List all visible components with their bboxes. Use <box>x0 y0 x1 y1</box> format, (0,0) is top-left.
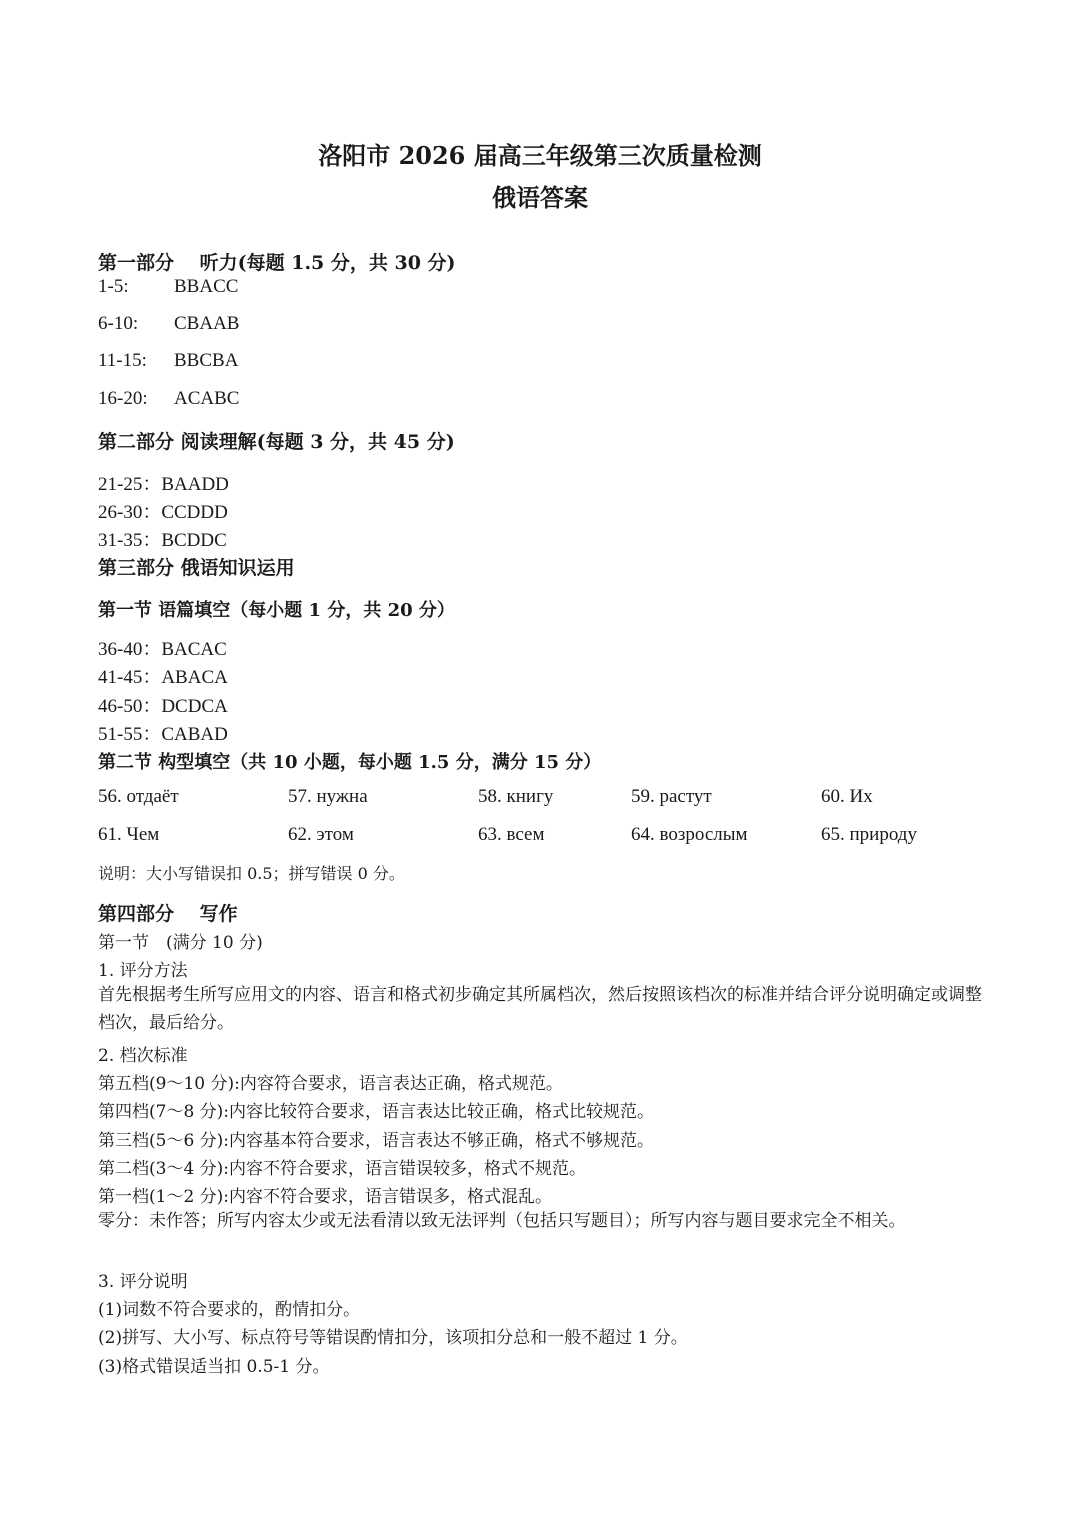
part4-section1: 第一节 (满分 10 分) <box>98 933 263 953</box>
answer-row: 41-45：ABACA <box>98 667 228 688</box>
answer-row: 51-55：CABAD <box>98 724 228 745</box>
answer-row: 21-25：BAADD <box>98 474 229 495</box>
level-item: 第三档(5～6 分):内容基本符合要求，语言表达不够正确，格式不够规范。 <box>98 1131 655 1151</box>
answer-row: 26-30：CCDDD <box>98 502 228 523</box>
part3-heading: 第三部分 俄语知识运用 <box>98 557 295 579</box>
zero-score-text: 零分：未作答；所写内容太少或无法看清以致无法评判（包括只写题目）；所写内容与题目要求完全不相关。 <box>98 1211 906 1231</box>
level-item: 第二档(3～4 分):内容不符合要求，语言错误较多，格式不规范。 <box>98 1159 587 1179</box>
part2-heading: 第二部分 阅读理解(每题 3 分，共 45 分) <box>98 431 455 453</box>
answer-row: 36-40：BACAC <box>98 639 227 660</box>
answer-row: 16-20: ACABC <box>98 388 240 409</box>
fill-answer: 60. Их <box>821 786 873 807</box>
answer-row: 6-10: CBAAB <box>98 313 240 334</box>
fill-answer: 58. книгу <box>478 786 554 807</box>
grading-note: 说明：大小写错误扣 0.5；拼写错误 0 分。 <box>98 864 405 883</box>
fill-answer: 57. нужна <box>288 786 368 807</box>
method-text: 首先根据考生所写应用文的内容、语言和格式初步确定其所属档次，然后按照该档次的标准并结合评分说明确定或调整档次，最后给分。 <box>98 985 982 1033</box>
note-item: (2)拼写、大小写、标点符号等错误酌情扣分，该项扣分总和一般不超过 1 分。 <box>98 1328 688 1348</box>
answer-row: 46-50：DCDCA <box>98 696 228 717</box>
level-title: 2. 档次标准 <box>98 1046 188 1066</box>
level-item: 第五档(9～10 分):内容符合要求，语言表达正确，格式规范。 <box>98 1074 563 1094</box>
method-title: 1. 评分方法 <box>98 961 188 981</box>
answer-row: 31-35：BCDDC <box>98 530 227 551</box>
note-item: (3)格式错误适当扣 0.5-1 分。 <box>98 1357 330 1377</box>
fill-answer: 61. Чем <box>98 824 160 845</box>
fill-answer: 59. растут <box>631 786 712 807</box>
level-item: 第一档(1～2 分):内容不符合要求，语言错误多，格式混乱。 <box>98 1187 553 1207</box>
answer-row: 1-5: BBACC <box>98 276 239 297</box>
answer-row: 11-15: BBCBA <box>98 350 239 371</box>
level-item: 第四档(7～8 分):内容比较符合要求，语言表达比较正确，格式比较规范。 <box>98 1102 655 1122</box>
page-subtitle: 俄语答案 <box>492 183 588 212</box>
page-title: 洛阳市 2026 届高三年级第三次质量检测 <box>318 141 762 170</box>
part4-heading: 第四部分 写作 <box>98 903 238 925</box>
note-item: (1)词数不符合要求的，酌情扣分。 <box>98 1300 361 1320</box>
part3-section2-heading: 第二节 构型填空（共 10 小题，每小题 1.5 分，满分 15 分） <box>98 752 602 773</box>
notes-title: 3. 评分说明 <box>98 1272 188 1292</box>
fill-answer: 63. всем <box>478 824 545 845</box>
part1-heading: 第一部分 听力(每题 1.5 分，共 30 分) <box>98 252 456 274</box>
fill-answer: 62. этом <box>288 824 354 845</box>
fill-answer: 64. возрослым <box>631 824 748 845</box>
part3-section1-heading: 第一节 语篇填空（每小题 1 分，共 20 分） <box>98 600 455 621</box>
fill-answer: 56. отдаёт <box>98 786 179 807</box>
fill-answer: 65. природу <box>821 824 917 845</box>
